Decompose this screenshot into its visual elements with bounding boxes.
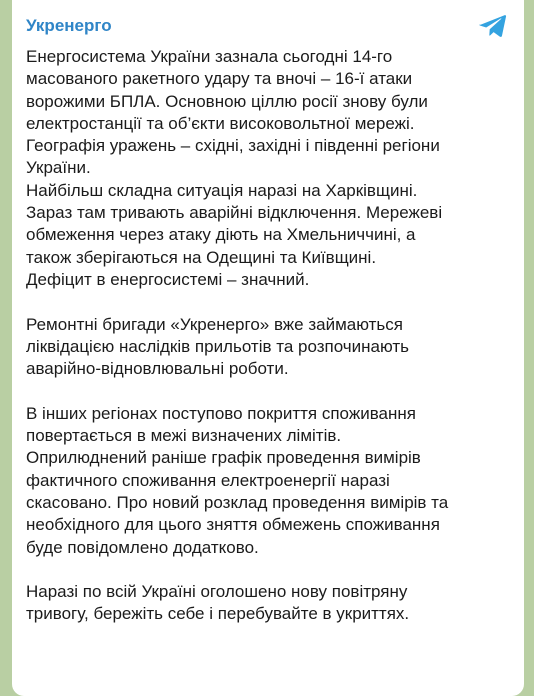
message-text: Енергосистема України зазнала сьогодні 14-го масованого ракетного удару та вночі – 16-ї атаки ворожими БПЛА. Основною ціллю росії знову були електростанції та об’єкти високовольтної мережі. Географія уражень – східні, західні і південні регіони України. Найбільш складна ситуація наразі на Харківщині. Зараз там тривають аварійні відключення. Мережеві обмеження через атаку діють на Хмельниччині, а також зберігаються на Одещині та Київщині. Дефіцит в енергосистемі – значний. Ремонтні бригади «Укренерго» вже займаються ліквідацією наслідків прильотів та розпочинають аварійно-відновлювальні роботи. В інших регіонах поступово покриття споживання повертається в межі визначених лімітів. Оприлюднений раніше графік проведення вимірів фактичного споживання електроенергії наразі скасовано. Про новий розклад проведення вимірів та необхідного для цього зняття обмежень споживання буде повідомлено додатково. Наразі по всій Україні оголошено нову повітряну тривогу, бережіть себе і перебувайте в укриттях. — [26, 47, 449, 624]
message-bubble — [12, 0, 524, 696]
channel-name[interactable]: Укренерго — [26, 16, 112, 35]
share-icon[interactable] — [478, 14, 508, 38]
message-header — [26, 14, 508, 38]
telegram-paper-plane-icon — [479, 14, 507, 38]
